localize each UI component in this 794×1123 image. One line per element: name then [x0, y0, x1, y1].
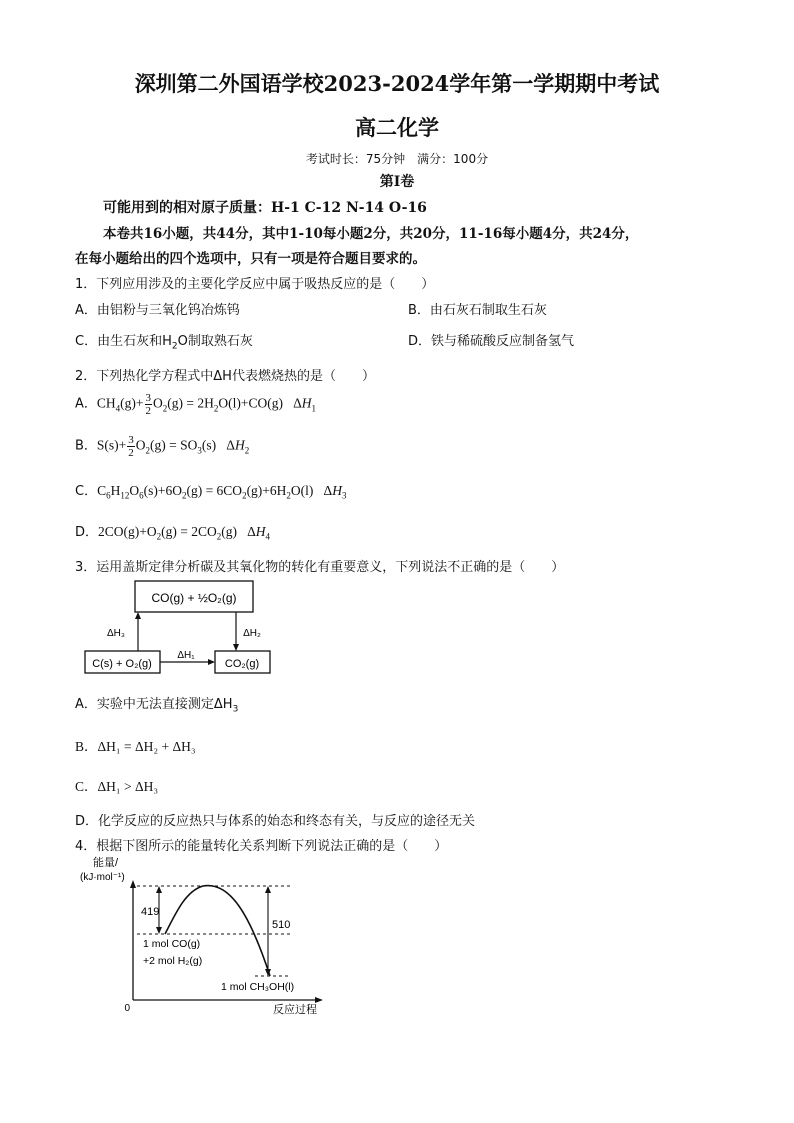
reactant-label-1: 1 mol CO(g) [143, 938, 201, 950]
arrow-head [135, 612, 141, 619]
y-axis-label-1: 能量/ [93, 857, 119, 869]
hess-cycle-diagram [80, 578, 280, 678]
energy-diagram [75, 855, 335, 1015]
q3-option-c: C．ΔH₁ > ΔH₃ [75, 779, 159, 794]
dh2-label: ΔH₂ [243, 628, 261, 639]
arrow-head [233, 644, 239, 651]
origin-label: 0 [124, 1003, 130, 1014]
arrow-head [265, 886, 271, 893]
volume-label: 第Ⅰ卷 [379, 174, 415, 190]
atomic-masses: 可能用到的相对原子质量：H-1 C-12 N-14 O-16 [103, 200, 427, 216]
subject-title: 高二化学 [355, 115, 439, 140]
left-box-label: C(s) + O₂(g) [92, 658, 152, 670]
q1-option-a: A．由铝粉与三氧化钨冶炼钨 [75, 303, 240, 318]
exam-info: 考试时长：75分钟 满分：100分 [305, 152, 489, 166]
q2-option-a: A．$CH_4(g)+$ $\frac{3}{2}$ $O_2(g) = 2H_2O(l)+CO(g)$ $\Delta H_1$ [75, 392, 317, 417]
q1-option-d: D．铁与稀硫酸反应制备氢气 [408, 334, 575, 349]
product-label: 1 mol CH₃OH(l) [221, 981, 295, 993]
y-axis-arrow [130, 880, 136, 888]
exam-title: 深圳第二外国语学校2023-2024学年第一学期期中考试 [134, 71, 660, 96]
reactant-label-2: +2 mol H₂(g) [143, 955, 203, 967]
value-510: 510 [272, 919, 291, 931]
q1-option-c: C．由生石灰和$H_2O$制取熟石灰 [75, 334, 253, 352]
q2-option-c: C．$C_6H_{12}O_6(s)+6O_2(g) = 6CO_2(g)+6H_2O(l)$ $\Delta H_3$ [75, 483, 347, 501]
right-box-label: CO₂(g) [224, 658, 260, 670]
instructions-line1: 本卷共16小题，共44分，其中1-10每小题2分，共20分，11-16每小题4分，共24分， [103, 226, 639, 242]
q1-option-b: B．由石灰石制取生石灰 [408, 303, 547, 318]
q3-option-d: D．化学反应的反应热只与体系的始态和终态有关，与反应的途径无关 [75, 814, 476, 829]
q2-option-d: D．$2CO(g)+O_2(g) = 2CO_2(g)$ $\Delta H_4$ [75, 524, 271, 542]
x-axis-arrow [315, 997, 323, 1003]
x-axis-label: 反应过程 [273, 1004, 317, 1015]
dh1-label: ΔH₁ [177, 650, 195, 661]
fraction: $\frac{3}{2}$ [145, 392, 152, 417]
q3-option-a: A．实验中无法直接测定$\Delta H_3$ [75, 697, 239, 715]
value-419: 419 [141, 906, 160, 918]
fraction: $\frac{3}{2}$ [128, 434, 134, 459]
q3-option-b: B．ΔH₁ = ΔH₂ + ΔH₃ [75, 739, 196, 754]
arrow-head [156, 927, 162, 934]
q3-stem: 3．运用盖斯定律分析碳及其氧化物的转化有重要意义，下列说法不正确的是（ ） [75, 560, 565, 575]
y-axis-label-2: (kJ·mol⁻¹) [80, 872, 125, 883]
q1-stem: 1．下列应用涉及的主要化学反应中属于吸热反应的是（ ） [75, 277, 435, 292]
top-box-label: CO(g) + ½O₂(g) [151, 591, 237, 605]
arrow-head [156, 886, 162, 893]
q2-stem: 2．下列热化学方程式中ΔH代表燃烧热的是（ ） [75, 369, 375, 384]
dh3-label: ΔH₃ [107, 628, 125, 639]
instructions-line2: 在每小题给出的四个选项中，只有一项是符合题目要求的。 [75, 251, 426, 267]
arrow-head [208, 659, 215, 665]
q4-stem: 4．根据下图所示的能量转化关系判断下列说法正确的是（ ） [75, 839, 448, 854]
q2-option-b: B．S(s)+ $\frac{3}{2}$ $O_2(g) = SO_3(s)$ $\Delta H_2$ [75, 434, 250, 459]
